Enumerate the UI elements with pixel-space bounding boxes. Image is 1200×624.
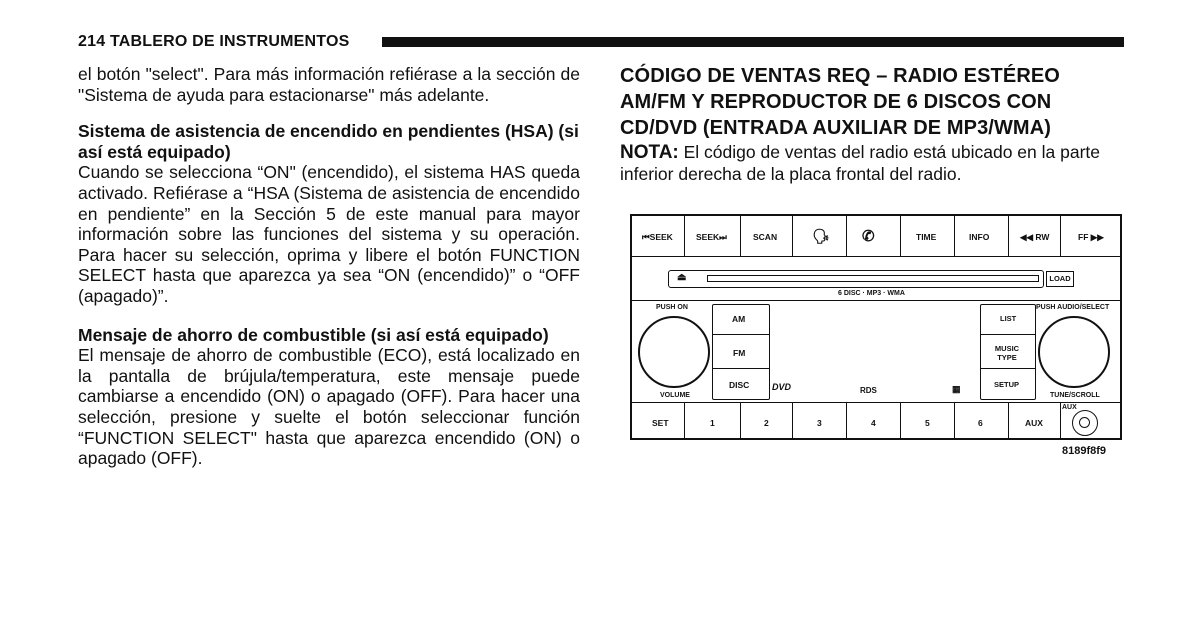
phone-icon: ✆ bbox=[862, 228, 875, 245]
compact-disc-logo: ▦ bbox=[952, 384, 961, 394]
tune-knob bbox=[1038, 316, 1110, 388]
volume-knob bbox=[638, 316, 710, 388]
left-column bbox=[78, 64, 580, 469]
push-audio-label: PUSH AUDIO/SELECT bbox=[1036, 304, 1110, 311]
intro-paragraph: el botón "select". Para más información refiérase a la sección de "Sistema de ayuda para estacionarse" más adelante. bbox=[78, 64, 580, 105]
section-heading-eco: Mensaje de ahorro de combustible (si así está equipado) bbox=[78, 324, 549, 345]
info-button: INFO bbox=[969, 232, 990, 242]
figure-code: 8189f8f9 bbox=[1062, 445, 1107, 457]
voice-command-icon: 🗣 bbox=[812, 228, 830, 244]
right-column bbox=[620, 63, 1124, 184]
fm-button: FM bbox=[733, 348, 746, 358]
music-type-button: MUSIC TYPE bbox=[994, 344, 1020, 362]
eco-paragraph: El mensaje de ahorro de combustible (ECO), está localizado en la pantalla de brújula/temperatura, este mensaje puede cambiarse a encendido (ON) o apagado (OFF). Para hacer una selección, presione y suelte el botón seleccionar función “FUNCTION SELECT" hasta que aparezca encendido (ON) o apagado (OFF). bbox=[78, 345, 580, 469]
tune-label: TUNE/SCROLL bbox=[1050, 392, 1100, 399]
aux-jack-label: AUX bbox=[1062, 404, 1077, 411]
preset-4-button: 4 bbox=[871, 418, 876, 428]
note-label: NOTA: bbox=[620, 142, 679, 163]
note-paragraph bbox=[620, 142, 1124, 184]
seek-forward-button: SEEK⏭ bbox=[696, 232, 727, 242]
set-button: SET bbox=[652, 418, 669, 428]
section-heading-hsa: Sistema de asistencia de encendido en pendientes (HSA) (si así está equipado) bbox=[78, 121, 579, 162]
header-rule bbox=[382, 37, 1124, 47]
aux-button: AUX bbox=[1025, 418, 1043, 428]
list-button: LIST bbox=[1000, 314, 1017, 323]
radio-section-title: CÓDIGO DE VENTAS REQ – RADIO ESTÉREO AM/FM Y REPRODUCTOR DE 6 DISCOS CON CD/DVD (ENTRADA AUXILIAR DE MP3/WMA) bbox=[620, 65, 1060, 139]
aux-jack-icon bbox=[1072, 410, 1098, 436]
am-button: AM bbox=[732, 314, 746, 324]
note-text: El código de ventas del radio está ubicado en la parte inferior derecha de la placa frontal del radio. bbox=[620, 142, 1101, 184]
slot-label: 6 DISC · MP3 · WMA bbox=[838, 290, 905, 297]
page-header bbox=[78, 33, 1124, 53]
hsa-paragraph: Cuando se selecciona “ON" (encendido), el sistema HAS queda activado. Refiérase a “HSA (Sistema de asistencia de encendido en pendiente” en la Sección 5 de este manual para mayor información sobre las funciones del sistema y su operación. Para hacer su selección, oprima y libere el botón FUNCTION SELECT hasta que aparezca ya sea “ON (encendido)” o “OFF (apagado)”. bbox=[78, 162, 580, 306]
radio-faceplate-diagram bbox=[630, 214, 1122, 440]
load-button: LOAD bbox=[1046, 271, 1074, 287]
disc-button: DISC bbox=[729, 380, 750, 390]
fast-forward-button: FF ▶▶ bbox=[1078, 232, 1104, 242]
push-on-label: PUSH ON bbox=[656, 304, 688, 311]
scan-button: SCAN bbox=[753, 232, 778, 242]
dvd-logo: DVD bbox=[772, 382, 792, 392]
rds-logo: RDS bbox=[860, 386, 877, 395]
preset-1-button: 1 bbox=[710, 418, 715, 428]
preset-5-button: 5 bbox=[925, 418, 930, 428]
eject-icon: ⏏ bbox=[677, 272, 687, 283]
preset-6-button: 6 bbox=[978, 418, 983, 428]
page-header-title: 214 TABLERO DE INSTRUMENTOS bbox=[78, 33, 350, 50]
seek-back-button: ⏮SEEK bbox=[642, 232, 673, 242]
preset-2-button: 2 bbox=[764, 418, 769, 428]
volume-label: VOLUME bbox=[660, 392, 690, 399]
setup-button: SETUP bbox=[994, 380, 1020, 389]
rewind-button: ◀◀ RW bbox=[1020, 232, 1050, 242]
disc-slot bbox=[668, 270, 1044, 288]
time-button: TIME bbox=[916, 232, 937, 242]
preset-3-button: 3 bbox=[817, 418, 822, 428]
